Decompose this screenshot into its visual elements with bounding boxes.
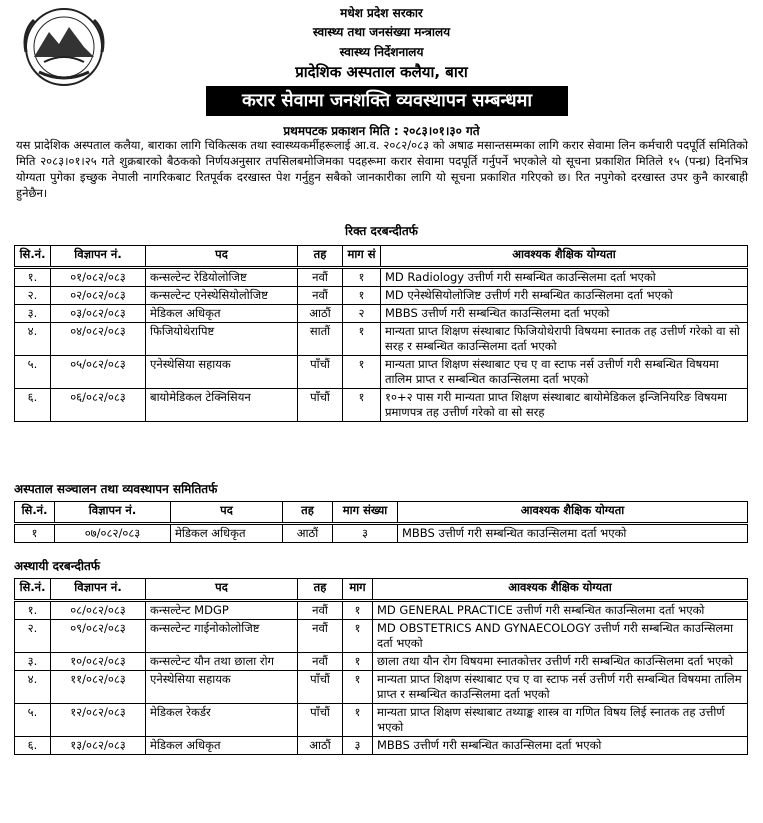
cell-sn: ५.	[15, 704, 51, 737]
cell-qualification: MBBS उत्तीर्ण गरी सम्बन्धित काउन्सिलमा दर्ता भएको	[398, 524, 748, 543]
cell-sn: ६.	[15, 389, 51, 422]
cell-level: नवौं	[298, 268, 343, 287]
col-qualification: आवश्यक शैक्षिक योग्यता	[398, 502, 748, 524]
cell-level: नवौं	[298, 601, 343, 620]
cell-post: कन्सल्टेन्ट गाईनोकोलोजिष्ट	[146, 620, 298, 653]
col-demand: माग सं	[343, 246, 381, 268]
cell-adv-no: ०३/०८२/०८३	[51, 305, 146, 323]
cell-post: मेडिकल रेकर्डर	[146, 704, 298, 737]
cell-demand: १	[343, 356, 381, 389]
table-row	[15, 356, 748, 389]
cell-post: एनेस्थेसिया सहायक	[146, 356, 298, 389]
cell-post: बायोमेडिकल टेक्निसियन	[146, 389, 298, 422]
cell-demand: १	[343, 287, 381, 305]
cell-qualification: MBBS उत्तीर्ण गरी सम्बन्धित काउन्सिलमा दर्ता भएको	[381, 305, 748, 323]
cell-qualification: मान्यता प्राप्त शिक्षण संस्थाबाट फिजियोथेरापी विषयमा स्नातक तह उत्तीर्ण गरेको वा सो सरह र सम्बन्धित काउन्सिलमा दर्ता भएको	[381, 323, 748, 356]
cell-post: कन्सल्टेन्ट एनेस्थेसियोलोजिष्ट	[146, 287, 298, 305]
cell-post: एनेस्थेसिया सहायक	[146, 671, 298, 704]
cell-demand: ३	[343, 737, 373, 755]
section1-title: रिक्त दरबन्दीतर्फ	[345, 224, 418, 238]
table-header-row	[15, 579, 748, 601]
cell-sn: ४.	[15, 323, 51, 356]
cell-post: मेडिकल अधिकृत	[146, 737, 298, 755]
col-post: पद	[146, 579, 298, 601]
cell-level: आठौं	[283, 524, 333, 543]
notice-banner: करार सेवामा जनशक्ति व्यवस्थापन सम्बन्धमा	[206, 86, 568, 116]
cell-demand: ३	[333, 524, 398, 543]
cell-adv-no: १०/०८२/०८३	[51, 653, 146, 671]
cell-qualification: १०+२ पास गरी मान्यता प्राप्त शिक्षण संस्थाबाट बायोमेडिकल इन्जिनियरिङ विषयमा प्रमाणपत्र तह उत्तीर्ण गरेको वा सो सरह	[381, 389, 748, 422]
cell-level: नवौं	[298, 653, 343, 671]
col-post: पद	[171, 502, 283, 524]
cell-qualification: MD एनेस्थेसियोलोजिष्ट उत्तीर्ण गरी सम्बन्धित काउन्सिलमा दर्ता भएको	[381, 287, 748, 305]
cell-demand: १	[343, 323, 381, 356]
cell-level: पाँचौं	[298, 671, 343, 704]
cell-adv-no: ०६/०८२/०८३	[51, 389, 146, 422]
table-row	[15, 524, 748, 543]
cell-qualification: मान्यता प्राप्त शिक्षण संस्थाबाट एच ए वा स्टाफ नर्स उत्तीर्ण गरी सम्बन्धित विषयमा तालिम प्राप्त र सम्बन्धित काउन्सिलमा दर्ता भएको	[381, 356, 748, 389]
cell-demand: १	[343, 671, 373, 704]
cell-qualification: मान्यता प्राप्त शिक्षण संस्थाबाट तथ्याङ्क शास्त्र वा गणित विषय लिई स्नातक तह उत्तीर्ण भएको	[373, 704, 748, 737]
col-level: तह	[283, 502, 333, 524]
table-row	[15, 287, 748, 305]
header-line4: प्रादेशिक अस्पताल कलैया, बारा	[295, 63, 468, 81]
vacancy-table-committee	[14, 501, 748, 543]
table-row	[15, 737, 748, 755]
col-adv-no: विज्ञापन नं.	[55, 502, 171, 524]
cell-level: आठौं	[298, 737, 343, 755]
cell-sn: ५.	[15, 356, 51, 389]
cell-post: कन्सल्टेन्ट यौन तथा छाला रोग	[146, 653, 298, 671]
cell-level: पाँचौं	[298, 356, 343, 389]
cell-post: फिजियोथेरापिष्ट	[146, 323, 298, 356]
col-qualification: आवश्यक शैक्षिक योग्यता	[381, 246, 748, 268]
cell-demand: १	[343, 601, 373, 620]
col-post: पद	[146, 246, 298, 268]
col-adv-no: विज्ञापन नं.	[51, 246, 146, 268]
table-row	[15, 305, 748, 323]
cell-adv-no: ०९/०८२/०८३	[51, 620, 146, 653]
cell-post: मेडिकल अधिकृत	[171, 524, 283, 543]
vacancy-table-regular	[14, 245, 748, 422]
col-sn: सि.नं.	[15, 246, 51, 268]
header-line1: मधेश प्रदेश सरकार	[340, 6, 423, 20]
section3-title: अस्थायी दरबन्दीतर्फ	[14, 559, 101, 573]
cell-demand: १	[343, 704, 373, 737]
vacancy-table-temporary	[14, 578, 748, 755]
cell-adv-no: ०४/०८२/०८३	[51, 323, 146, 356]
cell-level: आठौं	[298, 305, 343, 323]
col-demand: माग संख्या	[333, 502, 398, 524]
section2-title: अस्पताल सञ्चालन तथा व्यवस्थापन समितितर्फ	[14, 482, 218, 496]
col-qualification: आवश्यक शैक्षिक योग्यता	[373, 579, 748, 601]
cell-adv-no: १२/०८२/०८३	[51, 704, 146, 737]
cell-adv-no: ०८/०८२/०८३	[51, 601, 146, 620]
cell-post: कन्सल्टेन्ट रेडियोलोजिष्ट	[146, 268, 298, 287]
header-line3: स्वास्थ्य निर्देशनालय	[339, 45, 424, 59]
cell-level: पाँचौं	[298, 704, 343, 737]
table-row	[15, 620, 748, 653]
cell-demand: १	[343, 268, 381, 287]
cell-qualification: MBBS उत्तीर्ण गरी सम्बन्धित काउन्सिलमा दर्ता भएको	[373, 737, 748, 755]
cell-sn: २.	[15, 287, 51, 305]
table-header-row	[15, 246, 748, 268]
cell-qualification: मान्यता प्राप्त शिक्षण संस्थाबाट एच ए वा स्टाफ नर्स उत्तीर्ण गरी सम्बन्धित विषयमा तालिम प्राप्त र सम्बन्धित काउन्सिलमा दर्ता भएको	[373, 671, 748, 704]
col-adv-no: विज्ञापन नं.	[51, 579, 146, 601]
notice-paragraph: यस प्रादेशिक अस्पताल कलैया, बाराका लागि चिकित्सक तथा स्वास्थ्यकर्मीहरूलाई आ.व. २०८२/०८३ को अषाढ मसान्तसम्मका लागि करार सेवामा लिन कर्मचारी पदपूर्ति समितिको मिति २०८३।०१।२५ गते शुक्रबारको बैठकको निर्णयअनुसार तपसिलबमोजिमका पदहरूमा करार सेवामा पदपूर्ति गर्नुपर्ने भएकोले यो सूचना प्रकाशित मितिले १५ (पन्ध्र) दिनभित्र योग्यता पुगेका इच्छुक नेपाली नागरिकबाट रितपूर्वक दरखास्त पेश गर्नुहुन सबैको जानकारीका लागि यो सूचना प्रकाशित गरिएको छ। रित नपुगेको दरखास्त उपर कुनै कारबाही हुनेछैन।	[16, 138, 748, 200]
cell-sn: १.	[15, 601, 51, 620]
col-sn: सि.नं.	[15, 502, 55, 524]
cell-sn: ६.	[15, 737, 51, 755]
col-sn: सि.नं.	[15, 579, 51, 601]
cell-qualification: छाला तथा यौन रोग विषयमा स्नातकोत्तर उत्तीर्ण गरी सम्बन्धित काउन्सिलमा दर्ता भएको	[373, 653, 748, 671]
cell-post: मेडिकल अधिकृत	[146, 305, 298, 323]
cell-qualification: MD Radiology उत्तीर्ण गरी सम्बन्धित काउन्सिलमा दर्ता भएको	[381, 268, 748, 287]
table-row	[15, 601, 748, 620]
cell-level: सातौं	[298, 323, 343, 356]
cell-adv-no: ०५/०८२/०८३	[51, 356, 146, 389]
cell-adv-no: ०७/०८२/०८३	[55, 524, 171, 543]
table-row	[15, 653, 748, 671]
cell-adv-no: ०१/०८२/०८३	[51, 268, 146, 287]
table-header-row	[15, 502, 748, 524]
col-level: तह	[298, 246, 343, 268]
cell-demand: १	[343, 389, 381, 422]
cell-level: पाँचौं	[298, 389, 343, 422]
cell-demand: १	[343, 620, 373, 653]
cell-adv-no: १३/०८२/०८३	[51, 737, 146, 755]
table-row	[15, 704, 748, 737]
cell-adv-no: ०२/०८२/०८३	[51, 287, 146, 305]
cell-sn: ३.	[15, 653, 51, 671]
cell-qualification: MD GENERAL PRACTICE उत्तीर्ण गरी सम्बन्धित काउन्सिलमा दर्ता भएको	[373, 601, 748, 620]
publication-date: प्रथमपटक प्रकाशन मिति : २०८३।०१।३० गते	[283, 124, 480, 138]
cell-sn: ४.	[15, 671, 51, 704]
table-row	[15, 671, 748, 704]
header-line2: स्वास्थ्य तथा जनसंख्या मन्त्रालय	[312, 25, 451, 39]
cell-demand: २	[343, 305, 381, 323]
col-level: तह	[298, 579, 343, 601]
cell-sn: २.	[15, 620, 51, 653]
table-row	[15, 389, 748, 422]
cell-adv-no: ११/०८२/०८३	[51, 671, 146, 704]
cell-qualification: MD OBSTETRICS AND GYNAECOLOGY उत्तीर्ण गरी सम्बन्धित काउन्सिलमा दर्ता भएको	[373, 620, 748, 653]
cell-sn: १	[15, 524, 55, 543]
cell-level: नवौं	[298, 620, 343, 653]
cell-level: नवौं	[298, 287, 343, 305]
col-demand: माग	[343, 579, 373, 601]
cell-sn: १.	[15, 268, 51, 287]
cell-post: कन्सल्टेन्ट MDGP	[146, 601, 298, 620]
table-row	[15, 323, 748, 356]
table-row	[15, 268, 748, 287]
cell-demand: १	[343, 653, 373, 671]
cell-sn: ३.	[15, 305, 51, 323]
